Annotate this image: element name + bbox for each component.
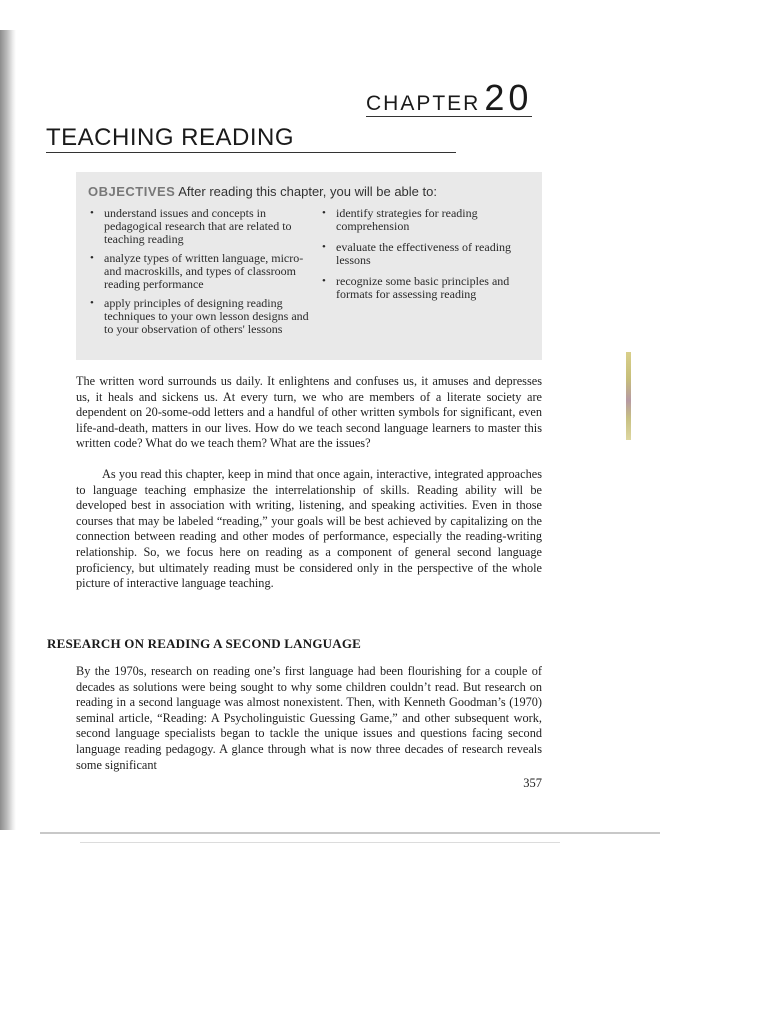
objectives-columns (88, 207, 530, 342)
chapter-number: 20 (484, 77, 533, 118)
intro-paragraph-2: As you read this chapter, keep in mind that once again, interactive, integrated approaches to language teaching emphasize the interrelationship of skills. Reading ability will be developed best in association with writing, listening, and speaking activities. Even in those courses that may be labeled “reading,” your goals will be best achieved by capitalizing on the connection between reading and other modes of performance, especially the reading-writing relationship. So, we focus here on reading as a component of general second language proficiency, but ultimately reading must be considered only in the perspective of the whole picture of interactive language teaching. (76, 467, 542, 591)
page-bottom-edge (40, 832, 660, 834)
page-bottom-edge-shadow (80, 842, 560, 843)
page-spine-shadow (0, 30, 16, 830)
objective-item: • identify strategies for reading comprehension (322, 207, 522, 233)
objective-item: • analyze types of written language, micro- and macroskills, and types of classroom reading performance (90, 252, 320, 291)
section-paragraph: By the 1970s, research on reading one’s first language had been flourishing for a couple of decades as solutions were being sought to why some children couldn’t read. But research on reading in a second language was almost nonexistent. Then, with Kenneth Goodman’s (1970) seminal article, “Reading: A Psycholinguistic Guessing Game,” and other subsequent work, second language specialists began to tackle the unique issues and questions facing second language reading pedagogy. A glance through what is now three decades of research reveals some significant (76, 664, 542, 772)
objective-item: • recognize some basic principles and formats for assessing reading (322, 275, 522, 301)
chapter-heading (366, 77, 533, 118)
objective-item: • evaluate the effectiveness of reading lessons (322, 241, 522, 267)
objectives-intro: After reading this chapter, you will be able to: (178, 184, 437, 199)
objectives-label: OBJECTIVES (88, 184, 176, 199)
section-heading: RESEARCH ON READING A SECOND LANGUAGE (47, 636, 362, 651)
objectives-box (76, 172, 542, 360)
objective-item: • understand issues and concepts in pedagogical research that are related to teaching reading (90, 207, 320, 246)
objective-item: • apply principles of designing reading techniques to your own lesson designs and to your observation of others' lessons (90, 297, 320, 336)
margin-tab-marker (626, 352, 631, 440)
chapter-title: TEACHING READING (46, 124, 456, 153)
objectives-right-list (322, 207, 522, 342)
objectives-left-list (90, 207, 320, 342)
objectives-header (88, 184, 530, 199)
chapter-label: CHAPTER (366, 92, 481, 115)
intro-paragraph-1: The written word surrounds us daily. It enlightens and confuses us, it amuses and depresses us, it heals and sickens us. At every turn, we who are members of a literate society are dependent on 20-some-odd letters and a handful of other written symbols for significant, even life-and-death, matters in our lives. How do we teach second language learners to master this written code? What do we teach them? What are the issues? (76, 374, 542, 451)
page-number: 357 (523, 776, 542, 790)
